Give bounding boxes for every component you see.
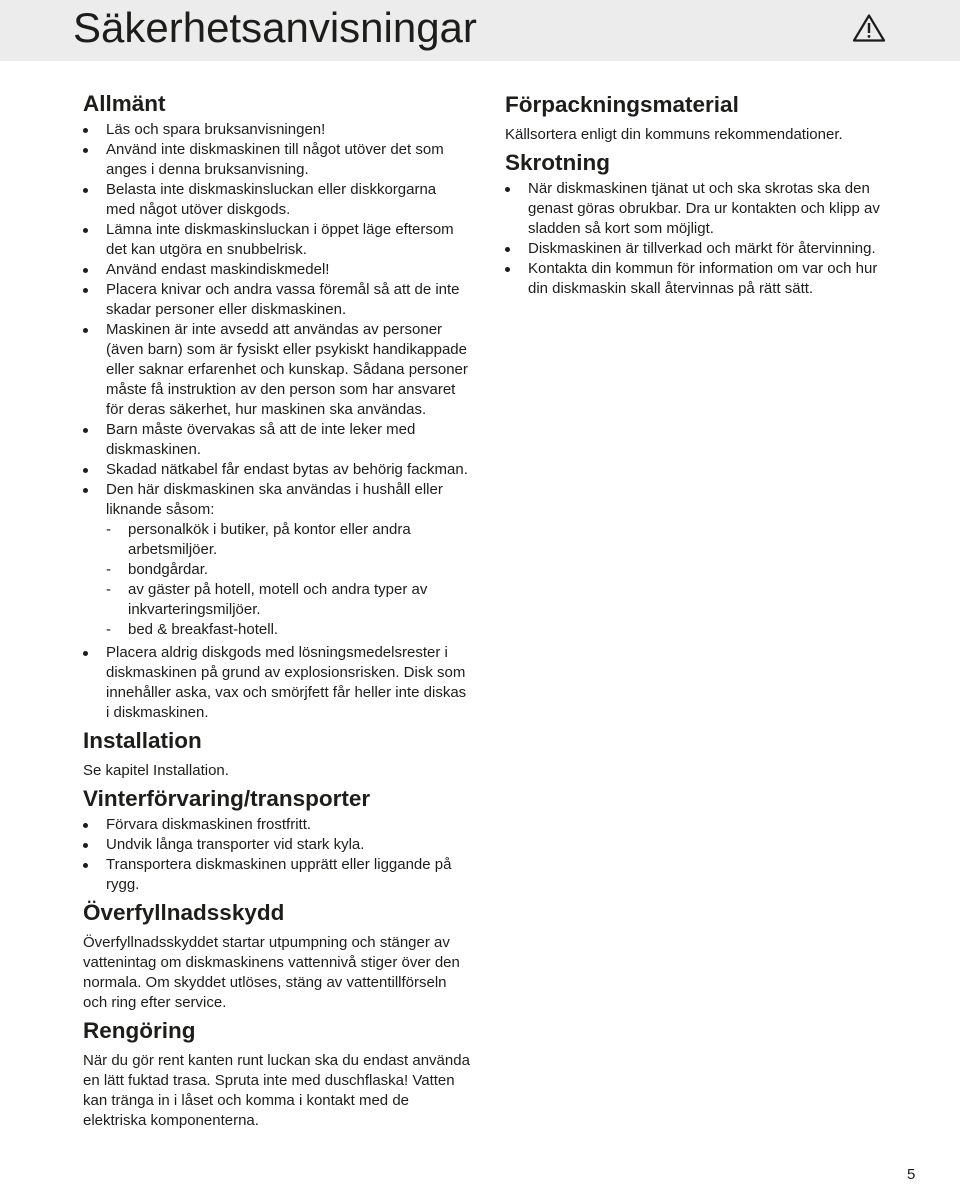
list-item: Kontakta din kommun för information om var och hur din diskmaskin skall återvinnas på rätt sätt. — [528, 259, 945, 299]
list-item: Belasta inte diskmaskinsluckan eller diskkorgarna med något utöver diskgods. — [106, 180, 493, 220]
section-overfyllnadsskydd — [83, 900, 493, 1013]
section-text: Överfyllnadsskyddet startar utpumpning och stänger av vattenintag om diskmaskinens vattennivå stiger över den normala. Om skyddet utlöses, stäng av vattentillförseln och ring efter service. — [83, 934, 460, 1011]
sub-list-item: - bed & breakfast-hotell. — [128, 620, 493, 640]
section-text: När du gör rent kanten runt luckan ska du endast använda en lätt fuktad trasa. Spruta inte med duschflaska! Vatten kan tränga in i låset och komma i kontakt med de elektriska komponenterna. — [83, 1052, 470, 1129]
section-allmant — [83, 91, 493, 723]
page-number: 5 — [907, 1166, 916, 1183]
list-item: Placera knivar och andra vassa föremål så att de inte skadar personer eller diskmaskinen. — [106, 280, 493, 320]
bullet-list — [505, 179, 945, 299]
section-heading: Vinterförvaring/transporter — [83, 786, 371, 811]
list-item: Diskmaskinen är tillverkad och märkt för återvinning. — [528, 239, 945, 259]
list-item: Undvik långa transporter vid stark kyla. — [106, 835, 493, 855]
section-heading: Överfyllnadsskydd — [83, 900, 285, 925]
list-item-text: Den här diskmaskinen ska användas i hushåll eller liknande såsom: — [106, 481, 443, 518]
left-column — [83, 91, 493, 1131]
list-item: När diskmaskinen tjänat ut och ska skrotas ska den genast göras obrukbar. Dra ur kontakten och klipp av sladden så kort som möjligt. — [528, 179, 945, 239]
section-forpackningsmaterial — [505, 92, 945, 145]
section-heading: Skrotning — [505, 150, 610, 175]
list-item: Barn måste övervakas så att de inte leker med diskmaskinen. — [106, 420, 493, 460]
sub-list-item: - av gäster på hotell, motell och andra typer av inkvarteringsmiljöer. — [128, 580, 493, 620]
sub-list-item: - personalkök i butiker, på kontor eller andra arbetsmiljöer. — [128, 520, 493, 560]
list-item: Läs och spara bruksanvisningen! — [106, 120, 493, 140]
list-item: Transportera diskmaskinen upprätt eller liggande på rygg. — [106, 855, 493, 895]
section-heading: Rengöring — [83, 1018, 196, 1043]
list-item: Förvara diskmaskinen frostfritt. — [106, 815, 493, 835]
warning-triangle-icon — [852, 13, 886, 43]
section-installation — [83, 728, 493, 781]
list-item: Placera aldrig diskgods med lösningsmedelsrester i diskmaskinen på grund av explosionsrisken. Disk som innehåller aska, vax och smörjfett får heller inte diskas i diskmaskinen. — [106, 643, 493, 723]
list-item: Använd inte diskmaskinen till något utöver det som anges i denna bruksanvisning. — [106, 140, 493, 180]
section-text: Se kapitel Installation. — [83, 762, 229, 779]
bullet-list — [83, 120, 493, 723]
list-item: Lämna inte diskmaskinsluckan i öppet läge eftersom det kan utgöra en snubbelrisk. — [106, 220, 493, 260]
section-heading: Installation — [83, 728, 202, 753]
sub-list-item: - bondgårdar. — [128, 560, 493, 580]
sub-list — [106, 520, 493, 640]
list-item: Maskinen är inte avsedd att användas av personer (även barn) som är fysiskt eller psykiskt handikappade eller saknar erfarenhet och kunskap. Sådana personer måste få instruktion av den person som har ansvaret för deras säkerhet, hur maskinen ska användas. — [106, 320, 493, 420]
section-vinterforvaring — [83, 786, 493, 895]
section-skrotning — [505, 150, 945, 299]
list-item: Skadad nätkabel får endast bytas av behörig fackman. — [106, 460, 493, 480]
list-item — [106, 480, 493, 640]
section-heading: Allmänt — [83, 91, 166, 116]
section-heading: Förpackningsmaterial — [505, 92, 739, 117]
page-title: Säkerhetsanvisningar — [73, 4, 477, 51]
section-rengoring — [83, 1018, 493, 1131]
list-item: Använd endast maskindiskmedel! — [106, 260, 493, 280]
header-band — [0, 0, 960, 61]
section-text: Källsortera enligt din kommuns rekommendationer. — [505, 126, 843, 143]
right-column — [505, 92, 945, 299]
bullet-list — [83, 815, 493, 895]
